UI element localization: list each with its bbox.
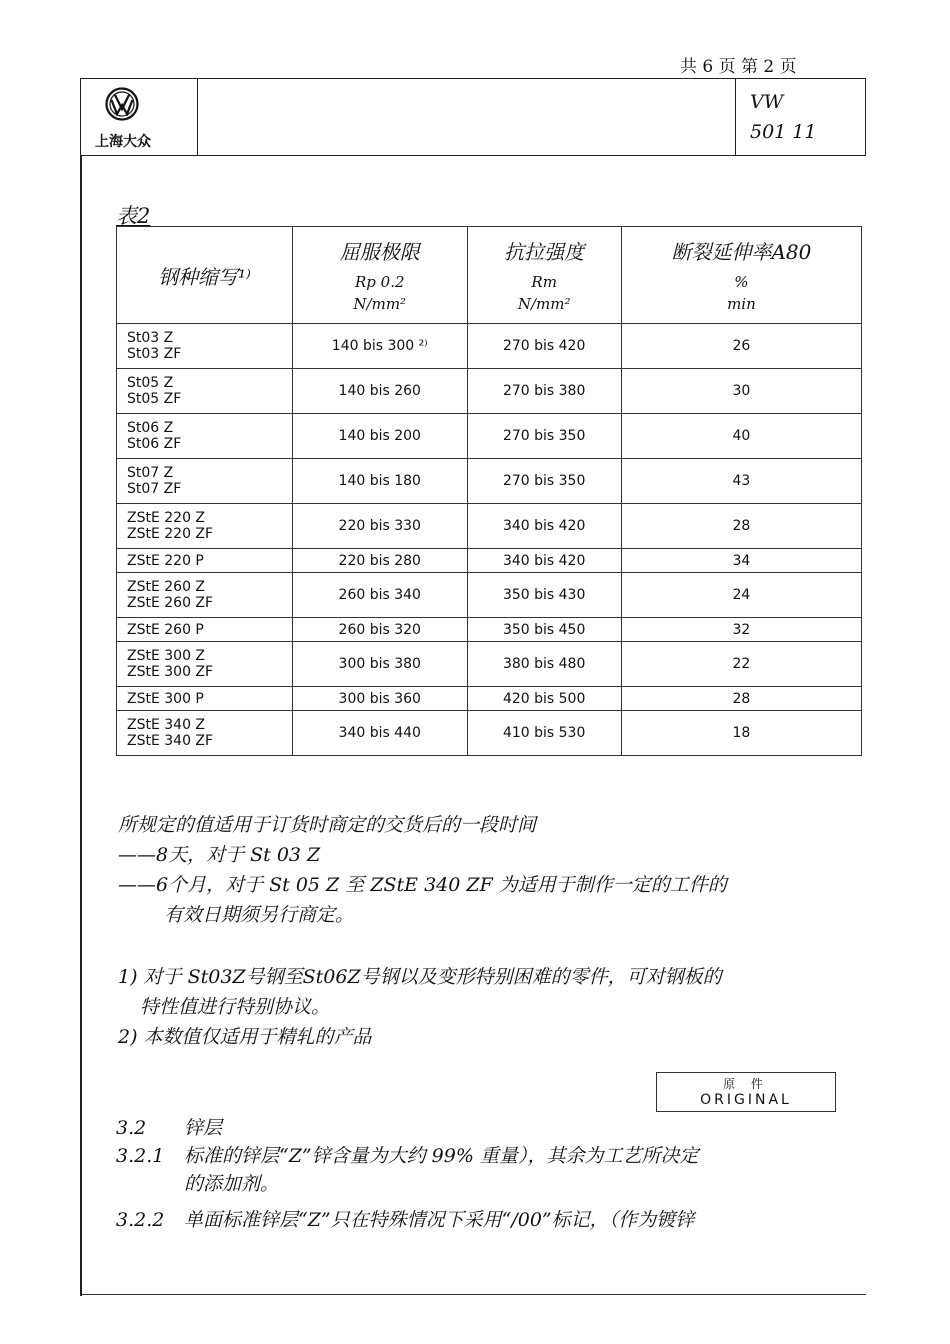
tensile-cell: 270 bis 350	[467, 414, 621, 459]
standard-number-cell	[735, 79, 866, 155]
tensile-cell: 340 bis 420	[467, 504, 621, 549]
elongation-cell: 26	[621, 324, 861, 369]
footnote-2: 2) 本数值仅适用于精轧的产品	[118, 1026, 372, 1048]
tensile-cell: 270 bis 420	[467, 324, 621, 369]
elongation-cell: 40	[621, 414, 861, 459]
table-row	[117, 618, 862, 642]
table-row	[117, 369, 862, 414]
yield-cell: 140 bis 200	[293, 414, 468, 459]
tensile-cell: 350 bis 450	[467, 618, 621, 642]
column-header-elongation: 断裂延伸率A80 % min	[621, 227, 861, 324]
table-row	[117, 549, 862, 573]
table-row	[117, 642, 862, 687]
vw-logo-icon	[105, 87, 139, 121]
tensile-cell: 270 bis 350	[467, 459, 621, 504]
tensile-cell: 420 bis 500	[467, 687, 621, 711]
section-3-2: 3.2 锌层	[116, 1117, 223, 1139]
grade-cell: ZStE 260 P	[117, 618, 293, 642]
standard-prefix: VW	[750, 91, 784, 113]
tensile-cell: 350 bis 430	[467, 573, 621, 618]
yield-cell: 140 bis 260	[293, 369, 468, 414]
grade-cell: ZStE 220 P	[117, 549, 293, 573]
footnote-1-cont: 特性值进行特别协议。	[140, 996, 331, 1018]
grade-cell: St03 Z St03 ZF	[117, 324, 293, 369]
elongation-cell: 30	[621, 369, 861, 414]
yield-cell: 220 bis 330	[293, 504, 468, 549]
footnote-1: 1) 对于 St03Z号钢至St06Z号钢以及变形特别困难的零件，可对钢板的	[118, 966, 722, 988]
column-header-yield: 屈服极限 Rp 0.2 N/mm²	[293, 227, 468, 324]
table-row	[117, 711, 862, 756]
page-left-rule	[80, 156, 82, 1296]
note-6-months: ——6个月，对于 St 05 Z 至 ZStE 340 ZF 为适用于制作一定的工件的	[118, 874, 727, 896]
section-3-2-1: 3.2.1 标准的锌层“Z”锌含量为大约 99% 重量），其余为工艺所决定 的添加剂。	[116, 1145, 699, 1195]
table-row	[117, 687, 862, 711]
grade-cell: St07 Z St07 ZF	[117, 459, 293, 504]
company-name: 上海大众	[95, 134, 151, 150]
elongation-cell: 22	[621, 642, 861, 687]
table-row	[117, 573, 862, 618]
table-caption: 表2	[116, 204, 151, 228]
column-header-tensile: 抗拉强度 Rm N/mm²	[467, 227, 621, 324]
tensile-cell: 270 bis 380	[467, 369, 621, 414]
elongation-cell: 28	[621, 687, 861, 711]
page-info: 共 6 页 第 2 页	[680, 57, 797, 77]
table-row	[117, 459, 862, 504]
steel-properties-table	[116, 226, 862, 756]
note-validity: 所规定的值适用于订货时商定的交货后的一段时间	[118, 814, 537, 836]
grade-cell: ZStE 300 P	[117, 687, 293, 711]
page-bottom-rule	[80, 1294, 866, 1295]
yield-cell: 340 bis 440	[293, 711, 468, 756]
elongation-cell: 43	[621, 459, 861, 504]
elongation-cell: 34	[621, 549, 861, 573]
yield-cell: 300 bis 360	[293, 687, 468, 711]
grade-cell: ZStE 340 Z ZStE 340 ZF	[117, 711, 293, 756]
tensile-cell: 380 bis 480	[467, 642, 621, 687]
section-3-2-2: 3.2.2 单面标准锌层“Z”只在特殊情况下采用“/00”标记，（作为镀锌	[116, 1209, 695, 1231]
grade-cell: ZStE 260 Z ZStE 260 ZF	[117, 573, 293, 618]
note-6-months-cont: 有效日期须另行商定。	[164, 904, 355, 926]
grade-cell: ZStE 220 Z ZStE 220 ZF	[117, 504, 293, 549]
yield-cell: 140 bis 180	[293, 459, 468, 504]
yield-cell: 220 bis 280	[293, 549, 468, 573]
table-row	[117, 414, 862, 459]
column-header-grade: 钢种缩写¹⁾	[117, 227, 293, 324]
yield-cell: 140 bis 300 ²⁾	[293, 324, 468, 369]
elongation-cell: 32	[621, 618, 861, 642]
tensile-cell: 340 bis 420	[467, 549, 621, 573]
logo-cell	[81, 79, 198, 155]
table-row	[117, 324, 862, 369]
table-header-row	[117, 227, 862, 324]
elongation-cell: 28	[621, 504, 861, 549]
yield-cell: 260 bis 340	[293, 573, 468, 618]
elongation-cell: 18	[621, 711, 861, 756]
grade-cell: St06 Z St06 ZF	[117, 414, 293, 459]
note-8-days: ——8天，对于 St 03 Z	[118, 844, 321, 866]
document-header	[80, 78, 866, 156]
yield-cell: 260 bis 320	[293, 618, 468, 642]
table-row	[117, 504, 862, 549]
grade-cell: St05 Z St05 ZF	[117, 369, 293, 414]
yield-cell: 300 bis 380	[293, 642, 468, 687]
elongation-cell: 24	[621, 573, 861, 618]
table-notes	[118, 810, 863, 1052]
tensile-cell: 410 bis 530	[467, 711, 621, 756]
standard-number: 501 11	[750, 121, 817, 143]
grade-cell: ZStE 300 Z ZStE 300 ZF	[117, 642, 293, 687]
original-stamp: 原 件 ORIGINAL	[656, 1072, 836, 1112]
